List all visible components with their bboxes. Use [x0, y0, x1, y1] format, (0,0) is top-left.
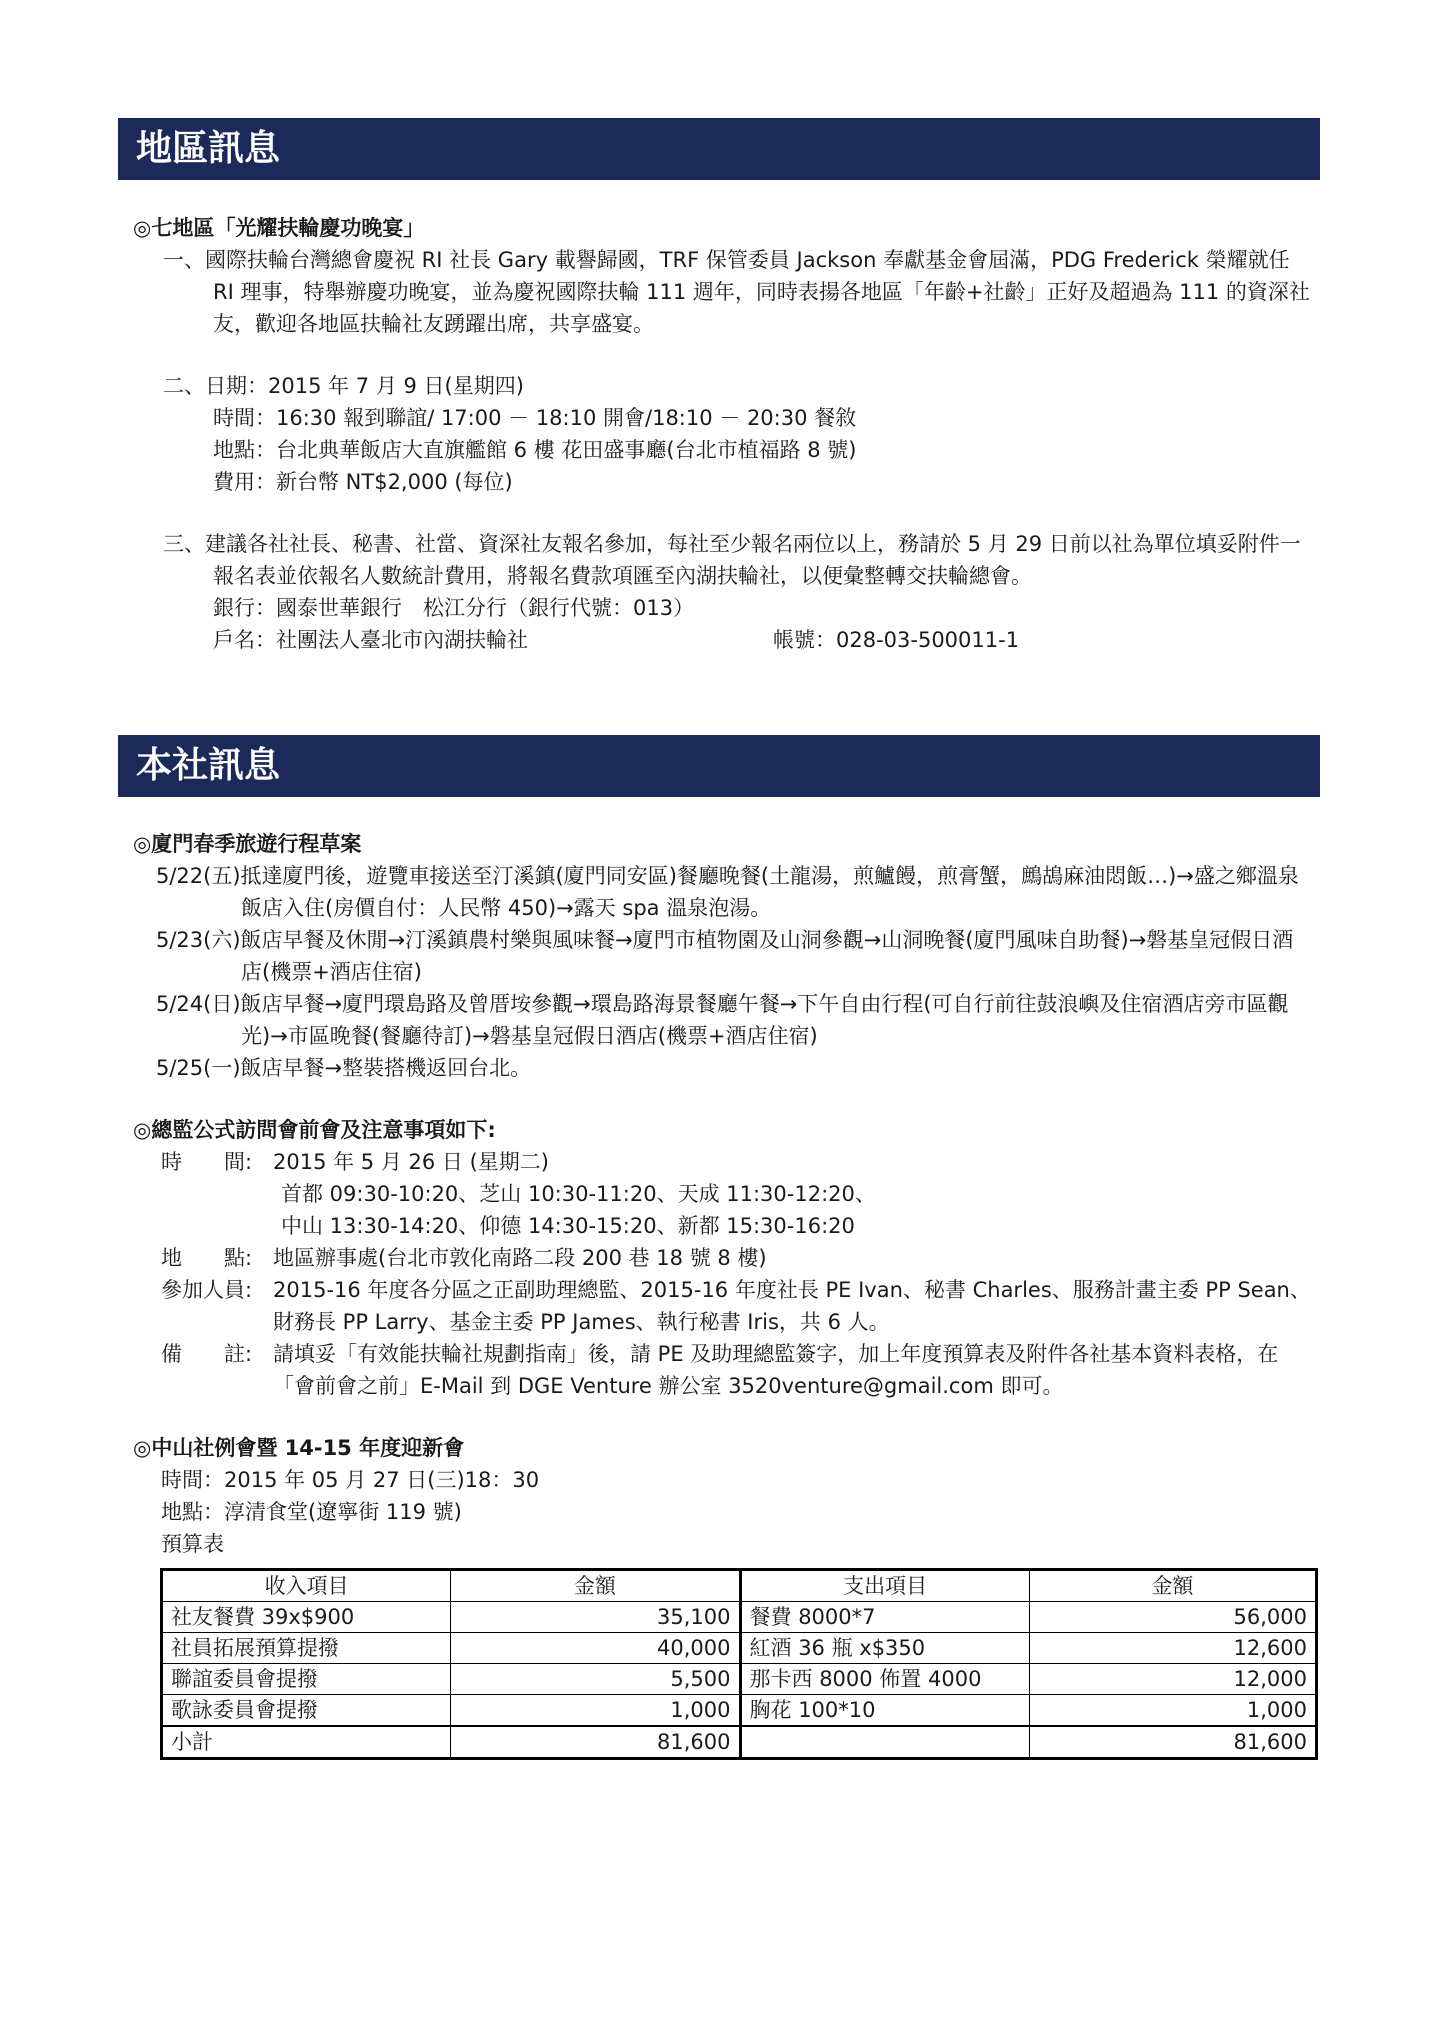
income-amount: 5,500: [451, 1664, 740, 1695]
subtotal-expense: 81,600: [1029, 1726, 1316, 1759]
income-item: 歌詠委員會提撥: [162, 1695, 451, 1727]
visit-place: 地區辦事處(台北市敦化南路二段 200 巷 18 號 8 樓): [273, 1246, 767, 1270]
spacer: [133, 1210, 273, 1242]
income-amount: 40,000: [451, 1633, 740, 1664]
income-item: 社員拓展預算提撥: [162, 1633, 451, 1664]
table-row: [162, 1695, 1317, 1727]
subtotal-empty: [740, 1726, 1029, 1759]
visit-note-row: [133, 1338, 1313, 1402]
expense-amount: 56,000: [1029, 1602, 1316, 1633]
budget-table: [160, 1568, 1318, 1760]
trip-title: ◎廈門春季旅遊行程草案: [133, 832, 362, 856]
visit-time-slots-1: [133, 1178, 1313, 1210]
visit-time-label: 時 間:: [161, 1150, 253, 1174]
income-item: 社友餐費 39x$900: [162, 1602, 451, 1633]
expense-amount: 1,000: [1029, 1695, 1316, 1727]
visit-place-label: 地 點:: [161, 1246, 253, 1270]
account-name: 戶名：社團法人臺北市內湖扶輪社: [213, 628, 528, 652]
visit-note: 請填妥「有效能扶輪社規劃指南」後，請 PE 及助理總監簽字，加上年度預算表及附件各社基本資料表格，在「會前會之前」E-Mail 到 DGE Venture 辦公室 3520venture@gmail.com 即可。: [273, 1342, 1279, 1398]
visit-title: ◎總監公式訪問會前會及注意事項如下:: [133, 1118, 496, 1142]
district-item-2-fee: 費用：新台幣 NT$2,000 (每位): [213, 470, 513, 494]
header-income-item: 收入項目: [162, 1570, 451, 1602]
account-number: 帳號：028-03-500011-1: [773, 628, 1020, 652]
expense-amount: 12,000: [1029, 1664, 1316, 1695]
table-row: [162, 1602, 1317, 1633]
visit-people: 2015-16 年度各分區之正副助理總監、2015-16 年度社長 PE Ivan、秘書 Charles、服務計畫主委 PP Sean、財務長 PP Larry、基金主委 PP James、執行秘書 Iris，共 6 人。: [273, 1278, 1311, 1334]
district-event-title: ◎七地區「光耀扶輪慶功晚宴」: [133, 216, 425, 240]
trip-day-2: 5/23(六)飯店早餐及休閒→汀溪鎮農村樂與風味餐→廈門市植物園及山洞參觀→山洞晚餐(廈門風味自助餐)→磐基皇冠假日酒店(機票+酒店住宿): [156, 928, 1294, 984]
visit-people-label: 參加人員:: [161, 1278, 253, 1302]
expense-amount: 12,600: [1029, 1633, 1316, 1664]
meeting-title: ◎中山社例會暨 14-15 年度迎新會: [133, 1436, 465, 1460]
visit-note-label: 備 註:: [161, 1342, 253, 1366]
trip-day-3: 5/24(日)飯店早餐→廈門環島路及曾厝垵參觀→環島路海景餐廳午餐→下午自由行程(可自行前往鼓浪嶼及住宿酒店旁市區觀光)→市區晚餐(餐廳待訂)→磐基皇冠假日酒店(機票+酒店住宿): [156, 992, 1289, 1048]
table-row: [162, 1664, 1317, 1695]
visit-people-row: [133, 1274, 1313, 1338]
income-item: 聯誼委員會提撥: [162, 1664, 451, 1695]
district-item-2-place: 地點：台北典華飯店大直旗艦館 6 樓 花田盛事廳(台北市植福路 8 號): [213, 438, 857, 462]
visit-time-row: [133, 1146, 1313, 1178]
header-expense-amount: 金額: [1029, 1570, 1316, 1602]
income-amount: 1,000: [451, 1695, 740, 1727]
header-expense-item: 支出項目: [740, 1570, 1029, 1602]
visit-time-date: 2015 年 5 月 26 日 (星期二): [273, 1150, 549, 1174]
visit-place-row: [133, 1242, 1313, 1274]
expense-item: 那卡西 8000 佈置 4000: [740, 1664, 1029, 1695]
expense-item: 餐費 8000*7: [740, 1602, 1029, 1633]
meeting-place: 地點：淳清食堂(遼寧街 119 號): [161, 1500, 462, 1524]
district-item-2-time: 時間：16:30 報到聯誼/ 17:00 － 18:10 開會/18:10 － 20:30 餐敘: [213, 406, 857, 430]
spacer: [133, 1178, 273, 1210]
expense-item: 胸花 100*10: [740, 1695, 1029, 1727]
visit-time-slots-text-1: 首都 09:30-10:20、芝山 10:30-11:20、天成 11:30-12:20、: [281, 1182, 876, 1206]
district-item-1: 一、國際扶輪台灣總會慶祝 RI 社長 Gary 載譽歸國，TRF 保管委員 Jackson 奉獻基金會屆滿，PDG Frederick 榮耀就任 RI 理事，特舉辦慶功晚宴，並為慶祝國際扶輪 111 週年，同時表揚各地區「年齡+社齡」正好及超過為 111 的資深社友，歡迎各地區扶輪社友踴躍出席，共享盛宴。: [163, 248, 1310, 336]
district-item-2-date: 二、日期：2015 年 7 月 9 日(星期四): [163, 374, 524, 398]
budget-header-row: [162, 1570, 1317, 1602]
visit-time-slots-2: [133, 1210, 1313, 1242]
meeting-time: 時間：2015 年 05 月 27 日(三)18：30: [161, 1468, 540, 1492]
table-row: [162, 1633, 1317, 1664]
district-section: [133, 212, 1313, 656]
district-item-3-bank: 銀行：國泰世華銀行 松江分行（銀行代號：013）: [213, 596, 695, 620]
subtotal-label: 小計: [162, 1726, 451, 1759]
subtotal-income: 81,600: [451, 1726, 740, 1759]
income-amount: 35,100: [451, 1602, 740, 1633]
trip-day-4: 5/25(一)飯店早餐→整裝搭機返回台北。: [156, 1056, 532, 1080]
visit-time-slots-text-2: 中山 13:30-14:20、仰德 14:30-15:20、新都 15:30-16:20: [281, 1214, 855, 1238]
trip-day-1: 5/22(五)抵達廈門後，遊覽車接送至汀溪鎮(廈門同安區)餐廳晚餐(土龍湯，煎鱸饅，煎膏蟹，鷓鴣麻油悶飯…)→盛之鄉溫泉飯店入住(房價自付：人民幣 450)→露天 spa 溫泉泡湯。: [156, 864, 1299, 920]
subtotal-row: [162, 1726, 1317, 1759]
header-income-amount: 金額: [451, 1570, 740, 1602]
district-item-3-account: [133, 624, 1313, 656]
district-item-3: 三、建議各社社長、秘書、社當、資深社友報名參加，每社至少報名兩位以上，務請於 5 月 29 日前以社為單位填妥附件一報名表並依報名人數統計費用，將報名費款項匯至內湖扶輪社，以便彙整轉交扶輪總會。: [163, 532, 1301, 588]
budget-label: 預算表: [161, 1532, 224, 1556]
section-banner-club: 本社訊息: [118, 735, 1320, 797]
expense-item: 紅酒 36 瓶 x$350: [740, 1633, 1029, 1664]
club-section: [133, 828, 1313, 1560]
section-banner-district: 地區訊息: [118, 118, 1320, 180]
